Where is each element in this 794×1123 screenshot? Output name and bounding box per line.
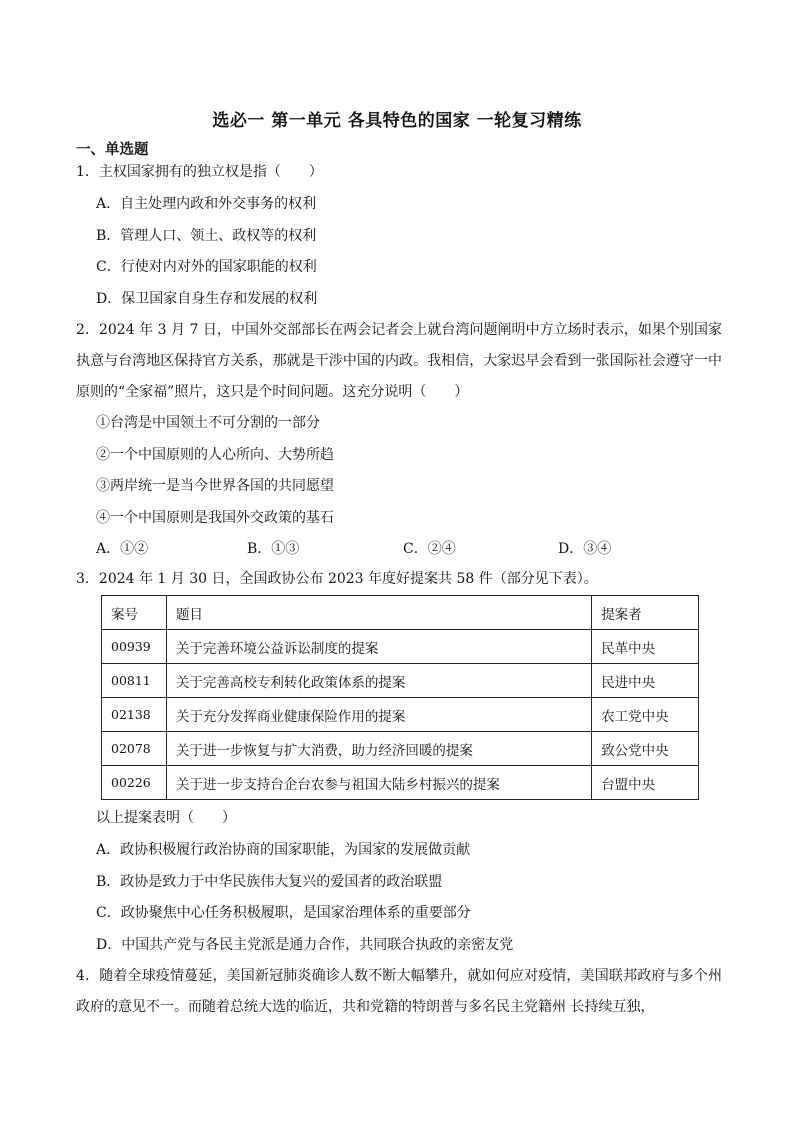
table-cell-topic: 关于进一步支持台企台农参与祖国大陆乡村振兴的提案 [166, 766, 591, 800]
question-3-followup: 以上提案表明（ ） [96, 810, 236, 826]
table-cell-code: 00811 [102, 664, 167, 698]
table-cell-proposer: 台盟中央 [592, 766, 699, 800]
question-2-option-c: C．②④ [403, 541, 456, 557]
table-row [102, 698, 699, 732]
table-row [102, 732, 699, 766]
table-cell-code: 02138 [102, 698, 167, 732]
table-cell-topic: 关于进一步恢复与扩大消费，助力经济回暖的提案 [166, 732, 591, 766]
page-title: 选必一 第一单元 各具特色的国家 一轮复习精练 [212, 111, 582, 131]
question-4-stem: 4．随着全球疫情蔓延，美国新冠肺炎确诊人数不断大幅攀升，就如何应对疫情，美国联邦政府与多个州政府的意见不一。而随着总统大选的临近，共和党籍的特朗普与多名民主党籍州 长持续互独， [76, 968, 722, 1015]
proposal-table [101, 595, 699, 800]
question-2-statement-2: ②一个中国原则的人心所向、大势所趋 [96, 447, 334, 463]
table-cell-topic: 关于完善环境公益诉讼制度的提案 [166, 630, 591, 664]
table-cell-proposer: 民进中央 [592, 664, 699, 698]
table-header: 题目 [166, 596, 591, 630]
question-2-options [96, 539, 716, 559]
question-2-stem: 2．2024 年 3 月 7 日，中国外交部部长在两会记者会上就台湾问题阐明中方立场时表示，如果个别国家执意与台湾地区保持官方关系，那就是干涉中国的内政。我相信，大家迟早会看到一张国际社会遵守一中原则的“全家福”照片，这只是个时间问题。这充分说明（ ） [76, 322, 722, 400]
question-2-option-b: B．①③ [247, 541, 300, 557]
question-2-option-d: D．③④ [558, 541, 612, 557]
question-3-option-c: C．政协聚焦中心任务积极履职，是国家治理体系的重要部分 [96, 905, 471, 921]
table-cell-topic: 关于完善高校专利转化政策体系的提案 [166, 664, 591, 698]
question-2-statement-1: ①台湾是中国领土不可分割的一部分 [96, 415, 320, 431]
question-1-stem: 1．主权国家拥有的独立权是指（ ） [76, 164, 323, 180]
question-2-option-a: A．①② [96, 541, 149, 557]
table-cell-code: 00226 [102, 766, 167, 800]
table-cell-topic: 关于充分发挥商业健康保险作用的提案 [166, 698, 591, 732]
table-header: 提案者 [592, 596, 699, 630]
question-3-option-a: A．政协积极履行政治协商的国家职能，为国家的发展做贡献 [96, 842, 471, 858]
question-3-stem: 3．2024 年 1 月 30 日，全国政协公布 2023 年度好提案共 58 件（部分见下表）。 [76, 571, 598, 587]
table-row [102, 630, 699, 664]
question-1-option-d: D．保卫国家自身生存和发展的权利 [96, 291, 318, 307]
table-row [102, 766, 699, 800]
table-cell-proposer: 致公党中央 [592, 732, 699, 766]
table-header: 案号 [102, 596, 167, 630]
table-cell-code: 02078 [102, 732, 167, 766]
table-row [102, 664, 699, 698]
question-1-option-c: C．行使对内对外的国家职能的权利 [96, 259, 317, 275]
question-3-option-b: B．政协是致力于中华民族伟大复兴的爱国者的政治联盟 [96, 874, 443, 890]
table-cell-proposer: 民革中央 [592, 630, 699, 664]
question-2-statement-3: ③两岸统一是当今世界各国的共同愿望 [96, 478, 334, 494]
section-heading: 一、单选题 [76, 142, 149, 158]
table-cell-code: 00939 [102, 630, 167, 664]
question-3-option-d: D．中国共产党与各民主党派是通力合作，共同联合执政的亲密友党 [96, 937, 514, 953]
table-header-row [102, 596, 699, 630]
question-1-option-b: B．管理人口、领土、政权等的权利 [96, 228, 317, 244]
question-2-statement-4: ④一个中国原则是我国外交政策的基石 [96, 510, 334, 526]
question-1-option-a: A．自主处理内政和外交事务的权利 [96, 196, 317, 212]
table-cell-proposer: 农工党中央 [592, 698, 699, 732]
